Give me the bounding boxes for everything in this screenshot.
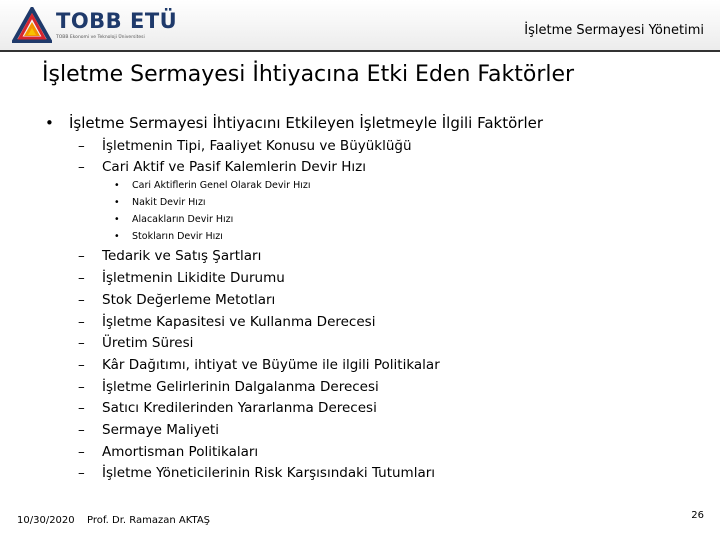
list-item-text: Satıcı Kredilerinden Yararlanma Derecesi	[102, 400, 377, 416]
sub-list-item-text: Nakit Devir Hızı	[132, 197, 206, 208]
list-item-text: İşletme Yöneticilerinin Risk Karşısındaki Tutumları	[102, 465, 436, 481]
list-item	[78, 158, 366, 176]
dash-glyph: –	[78, 379, 85, 395]
list-item	[78, 399, 377, 417]
bullet-glyph: •	[114, 231, 120, 242]
header-title: İşletme Sermayesi Yönetimi	[524, 23, 704, 38]
logo-name: TOBB ETÜ	[56, 9, 178, 33]
list-item	[78, 269, 285, 287]
sub-list-item	[114, 213, 233, 227]
main-bullet	[45, 114, 543, 132]
logo-tagline: TOBB Ekonomi ve Teknoloji Üniversitesi	[56, 35, 145, 40]
list-item-text: Tedarik ve Satış Şartları	[102, 248, 262, 264]
list-item-text: Üretim Süresi	[102, 335, 194, 351]
list-item	[78, 291, 275, 309]
dash-glyph: –	[78, 444, 85, 460]
list-item	[78, 464, 435, 482]
dash-glyph: –	[78, 465, 85, 481]
dash-glyph: –	[78, 138, 85, 154]
page-number: 26	[691, 510, 704, 521]
bullet-glyph: •	[114, 197, 120, 208]
dash-glyph: –	[78, 159, 85, 175]
sub-list-item-text: Stokların Devir Hızı	[132, 231, 223, 242]
dash-glyph: –	[78, 422, 85, 438]
main-bullet-text: İşletme Sermayesi İhtiyacını Etkileyen İşletmeyle İlgili Faktörler	[69, 114, 544, 132]
list-item-text: Cari Aktif ve Pasif Kalemlerin Devir Hızı	[102, 159, 366, 175]
list-item	[78, 421, 219, 439]
list-item-text: Stok Değerleme Metotları	[102, 292, 276, 308]
list-item	[78, 443, 258, 461]
list-item	[78, 313, 375, 331]
list-item	[78, 137, 412, 155]
dash-glyph: –	[78, 270, 85, 286]
list-item	[78, 378, 379, 396]
list-item-text: İşletme Gelirlerinin Dalgalanma Derecesi	[102, 379, 379, 395]
list-item	[78, 334, 193, 352]
sub-list-item	[114, 230, 223, 244]
footer-author: Prof. Dr. Ramazan AKTAŞ	[87, 515, 211, 526]
list-item-text: İşletmenin Tipi, Faaliyet Konusu ve Büyüklüğü	[102, 138, 412, 154]
list-item	[78, 247, 261, 265]
footer-date: 10/30/2020	[17, 515, 75, 526]
sub-list-item	[114, 196, 206, 210]
sub-list-item-text: Cari Aktiflerin Genel Olarak Devir Hızı	[132, 180, 311, 191]
dash-glyph: –	[78, 292, 85, 308]
dash-glyph: –	[78, 248, 85, 264]
bullet-glyph: •	[45, 114, 54, 132]
list-item-text: Amortisman Politikaları	[102, 444, 259, 460]
slide-title: İşletme Sermayesi İhtiyacına Etki Eden Faktörler	[42, 62, 575, 87]
sub-list-item-text: Alacakların Devir Hızı	[132, 214, 234, 225]
dash-glyph: –	[78, 357, 85, 373]
bullet-glyph: •	[114, 180, 120, 191]
list-item-text: İşletme Kapasitesi ve Kullanma Derecesi	[102, 314, 376, 330]
list-item-text: İşletmenin Likidite Durumu	[102, 270, 285, 286]
dash-glyph: –	[78, 400, 85, 416]
dash-glyph: –	[78, 314, 85, 330]
list-item-text: Sermaye Maliyeti	[102, 422, 219, 438]
bullet-glyph: •	[114, 214, 120, 225]
sub-list-item	[114, 179, 310, 193]
dash-glyph: –	[78, 335, 85, 351]
list-item-text: Kâr Dağıtımı, ihtiyat ve Büyüme ile ilgili Politikalar	[102, 357, 440, 373]
list-item	[78, 356, 440, 374]
